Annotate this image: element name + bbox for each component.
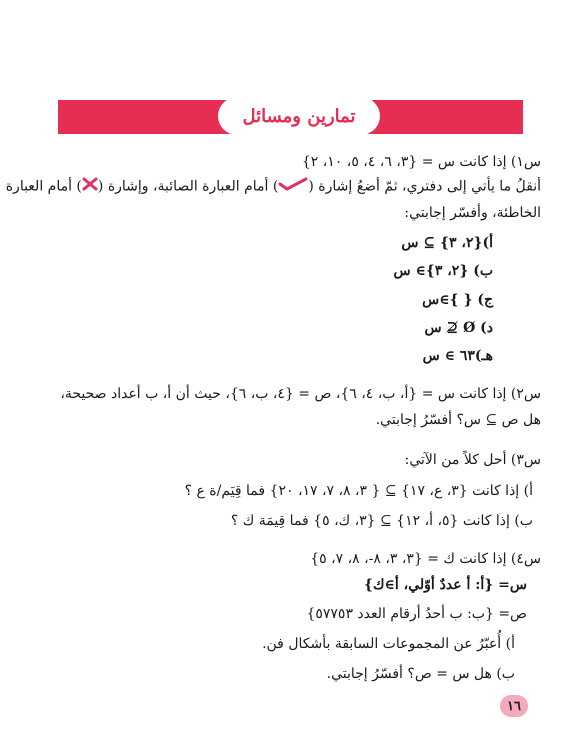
section-title-pill (218, 97, 380, 135)
q1-item-b: ب) {٢، ٣}∋ س (393, 263, 493, 279)
q4-set-p-definition: ص= {ب: ب أحدُ أرقام العدد ٥٧٧٥٣} (306, 606, 527, 622)
q1-instruction-line2: الخاطئة، وأفسّر إجابتي: (404, 205, 541, 221)
section-title: تمارين ومسائل (242, 105, 356, 127)
q1-item-a: أ){٢، ٣} ⊇ س (401, 235, 493, 251)
page-number-badge (500, 695, 528, 717)
q1-instruction-part3: ) أمام العبارة (5, 178, 82, 195)
q1-instruction-part2: ) أمام العبارة الصائبة، وإشارة ( (97, 178, 279, 195)
q1-instruction (6, 177, 541, 196)
q4-part-a: أ) أُعبّرُ عن المجموعات السابقة بأشكال فن. (262, 636, 515, 652)
q4-set-s-definition: س= {أ: أ عددٌ أوّلي، أ∋ك} (364, 577, 527, 593)
q4-part-b: ب) هل س = ص؟ أفسّرُ إجابتي. (326, 666, 515, 682)
q1-stem: س١) إذا كانت س = {٣، ٦، ٤، ٥، ١٠، ٢} (301, 154, 541, 170)
checkmark-icon (278, 177, 308, 196)
q3-part-b: ب) إذا كانت {٥، أ، ١٢} ⊇ {٣، ك، ٥} فما قِيمَة ك ؟ (230, 513, 533, 529)
q2-line2: هل ص ⊇ س؟ أفسّرُ إجابتي. (375, 412, 541, 428)
q1-instruction-part1: أنقلُ ما يأتي إلى دفتري، ثمّ أضعُ إشارة ( (308, 178, 541, 195)
q3-stem: س٣) أحل كلاً من الآتي: (404, 452, 541, 468)
q1-item-c: ج) { }∋س (422, 292, 493, 308)
q2-line1: س٢) إذا كانت س = {أ، ب، ٤، ٦}، ص = {٤، ب، ٦}، حيث أن أ، ب أعداد صحيحة، (60, 386, 541, 402)
q1-item-e: هـ)٦٣ ∋ س (422, 348, 493, 364)
q4-stem: س٤) إذا كانت ك = {٣، ٣، ٨-، ٨، ٧، ٥} (310, 551, 541, 567)
q1-item-d: د) Ø ⊉ س (424, 320, 493, 336)
cross-icon (82, 177, 98, 196)
page-number: ١٦ (507, 698, 521, 714)
q3-part-a: أ) إذا كانت {٣، ع، ١٧} ⊇ { ٣، ٨، ٧، ١٧، ٢٠} فما قِيَم/ة ع ؟ (184, 483, 533, 499)
